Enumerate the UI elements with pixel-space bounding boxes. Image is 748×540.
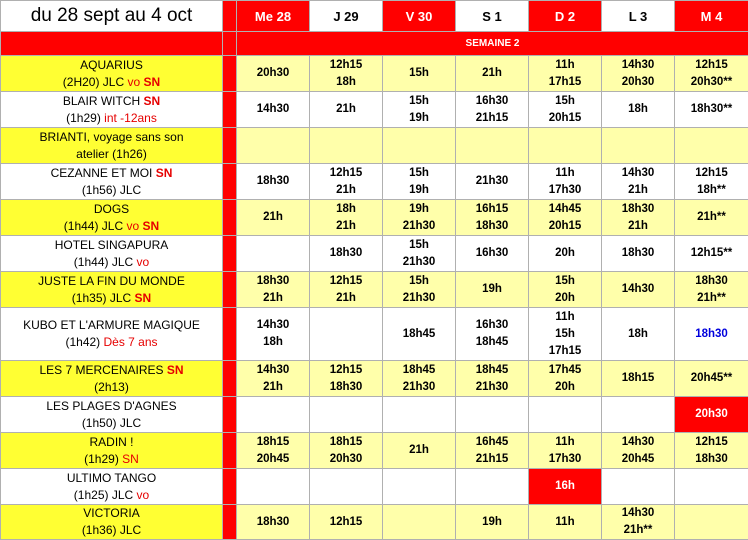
separator-column: [223, 92, 237, 128]
film-row: [1, 200, 748, 236]
showtime: 14h45: [548, 202, 582, 215]
film-row: [1, 56, 748, 92]
showtime: 15h: [409, 166, 429, 179]
film-detail: (1h44) JLC: [73, 254, 134, 269]
day-header: L 3: [602, 1, 675, 32]
film-title: HOTEL SINGAPURA: [54, 237, 169, 252]
showtime-cell[interactable]: [675, 361, 748, 397]
showtime-cell: [383, 505, 456, 540]
showtime: 17h30: [548, 183, 582, 196]
showtime-cell[interactable]: [237, 308, 310, 361]
film-title: VICTORIA: [83, 506, 140, 520]
separator-column: [223, 128, 237, 164]
showtime-cell: [675, 469, 748, 505]
showtime: 12h15: [329, 363, 363, 376]
showtime: 11h: [555, 435, 575, 448]
showtime: 18h30: [329, 247, 363, 259]
showtime-cell[interactable]: [675, 200, 748, 236]
showtime: 12h15: [329, 515, 363, 528]
week-row-spacer: [1, 32, 223, 56]
showtime: 16h: [555, 480, 575, 492]
showtime: 18h45: [475, 336, 509, 348]
showtime-cell[interactable]: [529, 236, 602, 272]
showtime: 18h: [628, 103, 648, 115]
showtime-cell[interactable]: [383, 56, 456, 92]
showtime-cell: [237, 128, 310, 164]
showtime: 11h: [555, 166, 575, 179]
day-header: M 4: [675, 1, 748, 32]
showtime-cell[interactable]: [602, 272, 675, 308]
showtime: 18h30: [256, 515, 290, 528]
showtime-cell: [529, 128, 602, 164]
film-detail: (1h50) JLC: [81, 415, 142, 430]
showtime-cell[interactable]: [310, 200, 383, 236]
sn-badge: SN: [166, 362, 184, 377]
film-title: BRIANTI, voyage sans son: [39, 129, 184, 144]
showtime-cell[interactable]: [310, 92, 383, 128]
film-title-cell[interactable]: [1, 92, 223, 128]
showtime: 18h: [263, 336, 283, 348]
showtime-cell[interactable]: [383, 361, 456, 397]
showtime: 20h15: [548, 219, 582, 232]
showtime-cell[interactable]: [675, 164, 748, 200]
showtime: 14h30: [621, 283, 655, 295]
showtime-cell[interactable]: [237, 361, 310, 397]
showtime: 18h30: [256, 175, 290, 187]
film-tag: int -12ans: [104, 110, 157, 125]
showtime-cell[interactable]: [383, 92, 456, 128]
showtime: 18h: [628, 327, 648, 340]
film-row: [1, 308, 748, 361]
showtime: 21h30: [402, 291, 436, 304]
film-title: LES PLAGES D'AGNES: [46, 398, 177, 413]
film-title: JUSTE LA FIN DU MONDE: [38, 273, 185, 288]
separator-column: [223, 397, 237, 433]
showtime: 18h30: [695, 274, 728, 287]
film-title-cell[interactable]: [1, 128, 223, 164]
showtime-cell[interactable]: [310, 505, 383, 540]
showtime: 18h15: [256, 435, 290, 448]
showtime: 18h30: [695, 327, 728, 340]
showtime: 15h: [409, 238, 429, 251]
film-detail: (1h42): [65, 335, 101, 349]
showtime: 21h15: [475, 111, 509, 124]
film-title: CEZANNE ET MOI: [50, 165, 153, 180]
showtime-cell: [456, 128, 529, 164]
showtime: 11h: [555, 58, 575, 71]
film-title-cell[interactable]: [1, 308, 223, 361]
showtime-cell: [675, 128, 748, 164]
showtime: 18h45: [402, 363, 436, 376]
showtime-cell[interactable]: [602, 308, 675, 361]
showtime-cell[interactable]: [456, 236, 529, 272]
week-row: [1, 32, 748, 56]
showtime-cell[interactable]: [383, 308, 456, 361]
film-detail: (1h35) JLC: [71, 290, 132, 305]
film-detail: (2H20) JLC: [62, 74, 125, 89]
showtime-cell[interactable]: [237, 433, 310, 469]
showtime: 12h15: [695, 166, 728, 179]
showtime-cell[interactable]: [456, 164, 529, 200]
showtime: 18h30: [475, 219, 509, 232]
film-title-cell[interactable]: [1, 236, 223, 272]
showtime-cell[interactable]: [456, 505, 529, 540]
showtime: 15h: [409, 67, 429, 79]
film-row: [1, 469, 748, 505]
showtime-cell[interactable]: [602, 361, 675, 397]
showtime: 21h: [482, 67, 502, 79]
showtime: 14h30: [256, 103, 290, 115]
showtime-cell: [383, 128, 456, 164]
showtime-cell: [602, 397, 675, 433]
showtime: 15h: [409, 94, 429, 107]
separator-column: [223, 505, 237, 540]
showtime-cell: [383, 469, 456, 505]
sn-badge: SN: [142, 218, 160, 233]
showtime-cell[interactable]: [383, 272, 456, 308]
film-title-cell[interactable]: [1, 164, 223, 200]
showtime: 21h: [263, 291, 283, 304]
showtime: 14h30: [621, 58, 655, 71]
film-row: [1, 272, 748, 308]
showtime-cell[interactable]: [602, 56, 675, 92]
showtime-cell: [602, 128, 675, 164]
sn-badge: SN: [134, 290, 152, 305]
film-title-cell[interactable]: [1, 200, 223, 236]
showtime-cell[interactable]: [456, 361, 529, 397]
showtime: 18h30: [621, 202, 655, 215]
film-row: [1, 164, 748, 200]
showtime: 18h: [336, 75, 356, 88]
showtime: 15h: [555, 327, 575, 340]
showtime-cell[interactable]: [456, 308, 529, 361]
film-detail: (2h13): [94, 379, 129, 394]
film-row: [1, 361, 748, 397]
showtime: 21h: [336, 219, 356, 232]
showtime-cell: [310, 128, 383, 164]
header-row: [1, 1, 748, 32]
showtime-cell[interactable]: [675, 397, 748, 433]
film-title: BLAIR WITCH: [62, 93, 141, 108]
showtime-cell[interactable]: [456, 92, 529, 128]
separator-column: [223, 56, 237, 92]
showtime: 18h**: [697, 183, 726, 196]
showtime-cell[interactable]: [529, 361, 602, 397]
showtime: 21h**: [697, 291, 726, 304]
showtime: 19h: [409, 111, 429, 124]
film-detail: (1h29): [66, 110, 101, 125]
separator-column: [223, 1, 237, 32]
showtime: 18h45: [402, 327, 436, 340]
showtime-cell[interactable]: [456, 433, 529, 469]
showtime-cell: [529, 397, 602, 433]
showtime: 20h30**: [690, 75, 733, 88]
day-header: Me 28: [237, 1, 310, 32]
showtime-cell[interactable]: [383, 433, 456, 469]
separator-column: [223, 308, 237, 361]
showtime-cell: [602, 469, 675, 505]
showtime-cell[interactable]: [602, 200, 675, 236]
showtime: 18h: [336, 202, 356, 215]
showtime-cell: [310, 469, 383, 505]
showtime: 17h30: [548, 452, 582, 465]
week-label: SEMAINE 2: [237, 32, 748, 56]
showtime-cell[interactable]: [456, 272, 529, 308]
showtime-cell[interactable]: [310, 272, 383, 308]
showtime-cell[interactable]: [602, 92, 675, 128]
showtime: 21h30: [402, 380, 436, 393]
film-detail: (1h56) JLC: [81, 182, 142, 197]
film-detail: (1h44) JLC: [63, 218, 124, 233]
film-title-cell[interactable]: [1, 56, 223, 92]
showtime-cell[interactable]: [237, 164, 310, 200]
showtime-cell[interactable]: [383, 236, 456, 272]
showtime: 18h30: [621, 247, 655, 259]
showtime: 21h30: [475, 380, 509, 393]
showtime: 20h45: [621, 452, 655, 465]
showtime: 19h: [482, 515, 502, 528]
film-tag: Dès 7 ans: [103, 335, 158, 349]
showtime: 14h30: [256, 363, 290, 376]
film-row: [1, 128, 748, 164]
showtime: 20h30: [329, 452, 363, 465]
showtime-cell[interactable]: [237, 505, 310, 540]
film-row: [1, 92, 748, 128]
film-title-cell[interactable]: [1, 469, 223, 505]
showtime: 21h30: [402, 255, 436, 268]
showtime: 18h30: [695, 452, 728, 465]
separator-column: [223, 361, 237, 397]
showtime: 14h30: [621, 435, 655, 448]
showtime: 18h15: [329, 435, 363, 448]
day-header: D 2: [529, 1, 602, 32]
film-detail: atelier (1h26): [76, 146, 147, 161]
film-title: DOGS: [93, 201, 130, 216]
showtime: 20h30: [621, 75, 655, 88]
showtime-cell[interactable]: [310, 433, 383, 469]
showtime-cell[interactable]: [310, 164, 383, 200]
showtime-cell: [383, 397, 456, 433]
showtime: 18h30: [256, 274, 290, 287]
separator-column: [223, 469, 237, 505]
showtime-cell[interactable]: [529, 433, 602, 469]
separator-column: [223, 164, 237, 200]
showtime-cell: [310, 308, 383, 361]
film-row: [1, 505, 748, 540]
showtime: 21h15: [475, 452, 509, 465]
film-row: [1, 397, 748, 433]
showtime-cell[interactable]: [529, 272, 602, 308]
film-title-cell[interactable]: [1, 433, 223, 469]
showtime: 18h30**: [690, 103, 733, 115]
showtime: 17h45: [548, 363, 582, 376]
showtime: 16h30: [475, 247, 509, 259]
showtime-cell[interactable]: [529, 469, 602, 505]
showtime: 20h: [555, 291, 575, 304]
showtime: 15h: [409, 274, 429, 287]
film-title-cell[interactable]: [1, 505, 223, 540]
showtime: 19h: [409, 202, 429, 215]
showtime: 16h30: [475, 94, 509, 107]
showtime: 21h**: [623, 524, 653, 536]
showtime: 15h: [555, 94, 575, 107]
showtime: 12h15: [329, 274, 363, 287]
showtime-cell[interactable]: [310, 361, 383, 397]
showtime: 21h30: [402, 219, 436, 232]
showtime-cell: [456, 469, 529, 505]
showtime: 19h: [409, 183, 429, 196]
showtime-cell: [456, 397, 529, 433]
film-title-cell[interactable]: [1, 397, 223, 433]
showtime-cell: [237, 236, 310, 272]
separator-column: [223, 433, 237, 469]
showtime-cell[interactable]: [675, 236, 748, 272]
showtime: 21h**: [697, 211, 726, 223]
showtime-cell[interactable]: [383, 164, 456, 200]
film-title-cell[interactable]: [1, 361, 223, 397]
showtime: 21h: [628, 219, 648, 232]
showtime: 21h: [628, 183, 648, 196]
showtime-cell[interactable]: [602, 164, 675, 200]
showtime-cell: [237, 469, 310, 505]
sn-badge: SN: [155, 165, 173, 180]
showtime-cell[interactable]: [602, 236, 675, 272]
showtime: 21h: [263, 211, 283, 223]
showtime-cell: [675, 505, 748, 540]
vo-tag: vo: [136, 254, 150, 269]
showtime-cell[interactable]: [675, 433, 748, 469]
showtime-cell[interactable]: [529, 56, 602, 92]
showtime: 20h: [555, 247, 575, 259]
showtime: 21h: [263, 380, 283, 393]
showtime-cell[interactable]: [529, 164, 602, 200]
showtime: 21h: [409, 444, 429, 456]
showtime: 20h45**: [690, 372, 733, 384]
showtime: 16h15: [475, 202, 509, 215]
showtime-cell[interactable]: [310, 56, 383, 92]
sn-badge: SN: [143, 93, 161, 108]
separator-column: [223, 236, 237, 272]
showtime: 14h30: [256, 319, 290, 331]
film-row: [1, 236, 748, 272]
film-detail: (1h36) JLC: [81, 523, 142, 537]
vo-tag: vo: [126, 218, 140, 233]
showtime-cell[interactable]: [237, 200, 310, 236]
showtime: 21h30: [475, 175, 509, 187]
showtime-cell[interactable]: [456, 200, 529, 236]
showtime: 15h: [555, 274, 575, 287]
sn-badge: SN: [143, 74, 161, 89]
showtime-cell[interactable]: [529, 308, 602, 361]
film-title: ULTIMO TANGO: [66, 470, 157, 485]
showtime: 11h: [555, 310, 575, 323]
showtime: 19h: [482, 283, 502, 295]
day-header: V 30: [383, 1, 456, 32]
showtime: 17h15: [548, 344, 582, 357]
showtime-cell[interactable]: [237, 56, 310, 92]
film-row: [1, 433, 748, 469]
showtime-cell[interactable]: [675, 272, 748, 308]
showtime: 21h: [336, 103, 356, 115]
showtime: 11h: [555, 515, 575, 528]
film-detail: (1h29): [84, 451, 119, 466]
showtime: 20h15: [548, 111, 582, 124]
showtime: 12h15**: [690, 247, 733, 259]
showtime-cell[interactable]: [529, 200, 602, 236]
showtime-cell[interactable]: [237, 92, 310, 128]
showtime-cell[interactable]: [675, 92, 748, 128]
day-header: J 29: [310, 1, 383, 32]
showtime: 20h: [555, 380, 575, 393]
vo-tag: vo: [136, 487, 150, 502]
day-header: S 1: [456, 1, 529, 32]
showtime-cell[interactable]: [675, 308, 748, 361]
separator-column: [223, 272, 237, 308]
showtime-cell[interactable]: [456, 56, 529, 92]
showtime: 20h30: [695, 408, 728, 420]
showtime: 12h15: [329, 58, 363, 71]
showtime-cell: [237, 397, 310, 433]
film-detail: (1h25) JLC: [73, 487, 134, 502]
showtime-cell[interactable]: [237, 272, 310, 308]
showtime: 20h45: [256, 452, 290, 465]
showtime: 18h45: [475, 363, 509, 376]
showtime: 18h30: [329, 380, 363, 393]
period-title: du 28 sept au 4 oct: [1, 1, 223, 32]
film-title: RADIN !: [89, 434, 134, 449]
showtime: 12h15: [329, 166, 363, 179]
film-title: AQUARIUS: [80, 57, 143, 72]
showtime: 12h15: [695, 435, 728, 448]
showtime-cell[interactable]: [529, 505, 602, 540]
film-title-cell[interactable]: [1, 272, 223, 308]
film-tag: SN: [122, 451, 139, 466]
showtime-cell[interactable]: [675, 56, 748, 92]
showtime: 21h: [336, 291, 356, 304]
separator-column: [223, 200, 237, 236]
showtime: 16h30: [475, 319, 509, 331]
vo-tag: vo: [127, 74, 141, 89]
showtime: 21h: [336, 183, 356, 196]
showtime: 14h30: [621, 166, 655, 179]
showtime-cell[interactable]: [383, 200, 456, 236]
showtime-cell[interactable]: [310, 236, 383, 272]
showtime-cell[interactable]: [602, 433, 675, 469]
showtime-cell[interactable]: [529, 92, 602, 128]
showtime: 20h30: [256, 67, 290, 79]
film-title: KUBO ET L'ARMURE MAGIQUE: [23, 318, 200, 332]
showtime: 17h15: [548, 75, 582, 88]
showtime-cell: [310, 397, 383, 433]
showtime: 14h30: [621, 507, 655, 519]
showtime: 18h15: [621, 372, 655, 384]
showtime: 16h45: [475, 435, 509, 448]
film-title: LES 7 MERCENAIRES: [39, 362, 164, 377]
showtime-cell[interactable]: [602, 505, 675, 540]
showtime: 12h15: [695, 58, 728, 71]
